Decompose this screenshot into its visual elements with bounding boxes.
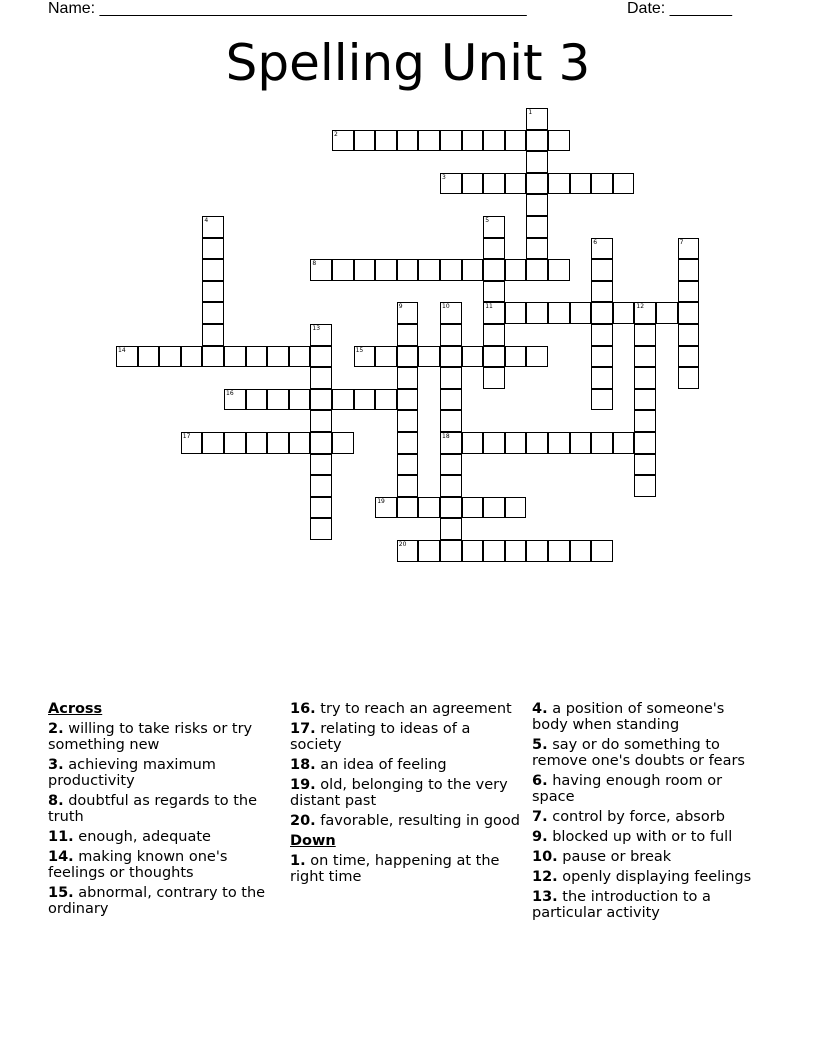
crossword-cell[interactable] (613, 173, 635, 195)
page-title: Spelling Unit 3 (225, 34, 591, 92)
crossword-cell[interactable] (116, 346, 138, 368)
crossword-cell[interactable] (202, 238, 224, 260)
clue-item (48, 885, 276, 917)
date-label: Date: (627, 0, 666, 17)
crossword-cell[interactable] (634, 389, 656, 411)
clue-number-label: 17. (290, 721, 316, 737)
crossword-cell[interactable] (634, 432, 656, 454)
crossword-cell[interactable] (397, 454, 419, 476)
crossword-cell[interactable] (440, 475, 462, 497)
crossword-cell[interactable] (634, 475, 656, 497)
clue-number: 20 (398, 541, 407, 548)
clue-number: 18 (442, 433, 450, 440)
clue-number-label: 20. (290, 813, 316, 829)
clue-number: 12 (636, 303, 645, 311)
crossword-cell[interactable] (289, 389, 311, 411)
clue-number: 6 (593, 238, 598, 246)
crossword-cell[interactable] (462, 346, 484, 368)
clue-item (48, 757, 276, 789)
clue-item (48, 829, 276, 845)
crossword-cell[interactable] (548, 432, 570, 454)
clue-text: a position of someone's body when standing (532, 701, 725, 733)
clue-number-label: 16. (290, 701, 316, 717)
crossword-cell[interactable] (526, 216, 548, 238)
crossword-cell[interactable] (462, 432, 484, 454)
crossword-cell[interactable] (613, 432, 635, 454)
clue-number: 2 (334, 130, 338, 138)
crossword-cell[interactable] (526, 173, 548, 195)
crossword-cell[interactable] (483, 130, 505, 152)
clue-text: relating to ideas of a society (290, 721, 471, 753)
clue-item (48, 793, 276, 825)
crossword-cell[interactable] (483, 173, 505, 195)
crossword-cell[interactable] (440, 410, 462, 432)
crossword-cell[interactable] (202, 432, 224, 454)
crossword-cell[interactable] (483, 259, 505, 281)
crossword-cell[interactable] (591, 259, 613, 281)
crossword-cell[interactable] (397, 475, 419, 497)
crossword-cell[interactable] (634, 367, 656, 389)
crossword-cell[interactable] (678, 324, 700, 346)
clue-text: favorable, resulting in good (315, 813, 520, 829)
crossword-cell[interactable] (440, 432, 462, 454)
clue-number: 5 (485, 217, 490, 224)
clue-number: 3 (442, 173, 446, 181)
crossword-cell[interactable] (526, 194, 548, 216)
crossword-cell[interactable] (440, 540, 462, 562)
crossword-cell[interactable] (570, 540, 592, 562)
clue-number: 11 (485, 303, 493, 311)
crossword-cell[interactable] (310, 389, 332, 411)
clue-number: 9 (398, 303, 403, 311)
clue-item (290, 757, 522, 773)
crossword-cell[interactable] (418, 346, 440, 368)
clue-number-label: 19. (290, 777, 316, 793)
clue-number: 13 (312, 325, 321, 332)
crossword-cell[interactable] (138, 346, 160, 368)
crossword-cell[interactable] (678, 346, 700, 368)
crossword-cell[interactable] (310, 324, 332, 346)
crossword-cell[interactable] (440, 518, 462, 540)
clue-text: blocked up with or to full (547, 829, 733, 845)
crossword-cell[interactable] (310, 410, 332, 432)
crossword-cell[interactable] (570, 432, 592, 454)
clues-column-2 (290, 701, 522, 889)
clue-text: on time, happening at the right time (290, 853, 500, 885)
clue-item (290, 701, 522, 717)
crossword-cell[interactable] (267, 346, 289, 368)
clue-item (290, 813, 522, 829)
crossword-cell[interactable] (440, 454, 462, 476)
crossword-cell[interactable] (375, 346, 397, 368)
clue-number-label: 7. (532, 809, 548, 825)
crossword-cell[interactable] (591, 367, 613, 389)
crossword-cell[interactable] (591, 324, 613, 346)
crossword-cell[interactable] (526, 346, 548, 368)
crossword-cell[interactable] (397, 130, 419, 152)
crossword-cell[interactable] (483, 216, 505, 238)
crossword-cell[interactable] (202, 302, 224, 324)
crossword-cell[interactable] (354, 259, 376, 281)
clues-column-1 (48, 701, 276, 921)
crossword-cell[interactable] (397, 432, 419, 454)
crossword-cell[interactable] (548, 302, 570, 324)
clue-number-label: 9. (532, 829, 548, 845)
crossword-cell[interactable] (462, 130, 484, 152)
crossword-cell[interactable] (483, 432, 505, 454)
crossword-cell[interactable] (591, 346, 613, 368)
clue-item (532, 809, 764, 825)
crossword-cell[interactable] (440, 259, 462, 281)
clue-number-label: 6. (532, 773, 548, 789)
crossword-cell[interactable] (354, 130, 376, 152)
clue-text: making known one's feelings or thoughts (48, 849, 228, 881)
crossword-cell[interactable] (440, 346, 462, 368)
crossword-cell[interactable] (526, 108, 548, 130)
clue-item (48, 849, 276, 881)
crossword-cell[interactable] (634, 302, 656, 324)
crossword-cell[interactable] (570, 302, 592, 324)
crossword-cell[interactable] (483, 302, 505, 324)
clue-number-label: 4. (532, 701, 548, 717)
crossword-cell[interactable] (397, 259, 419, 281)
down-clue-list (290, 853, 522, 885)
clue-number: 1 (528, 109, 533, 116)
crossword-cell[interactable] (483, 281, 505, 303)
crossword-cell[interactable] (526, 432, 548, 454)
crossword-cell[interactable] (289, 346, 311, 368)
crossword-cell[interactable] (526, 302, 548, 324)
crossword-cell[interactable] (224, 432, 246, 454)
date-line: _______ (669, 0, 732, 17)
crossword-cell[interactable] (375, 259, 397, 281)
crossword-cell[interactable] (548, 259, 570, 281)
clue-number-label: 3. (48, 757, 64, 773)
crossword-cell[interactable] (656, 302, 678, 324)
crossword-cell[interactable] (440, 130, 462, 152)
crossword-cell[interactable] (418, 130, 440, 152)
crossword-cell[interactable] (181, 346, 203, 368)
crossword-cell[interactable] (289, 432, 311, 454)
crossword-cell[interactable] (246, 346, 268, 368)
crossword-cell[interactable] (483, 540, 505, 562)
crossword-cell[interactable] (505, 130, 527, 152)
crossword-cell[interactable] (678, 259, 700, 281)
clue-number-label: 2. (48, 721, 64, 737)
clue-text: say or do something to remove one's doubts or fears (532, 737, 745, 769)
crossword-cell[interactable] (505, 259, 527, 281)
clue-number: 17 (182, 433, 191, 440)
crossword-cell[interactable] (591, 389, 613, 411)
crossword-cell[interactable] (548, 540, 570, 562)
crossword-cell[interactable] (483, 324, 505, 346)
crossword-cell[interactable] (505, 302, 527, 324)
crossword-cell[interactable] (332, 432, 354, 454)
crossword-cell[interactable] (202, 281, 224, 303)
clue-number: 14 (118, 346, 126, 354)
crossword-cell[interactable] (267, 432, 289, 454)
crossword-cell[interactable] (591, 302, 613, 324)
crossword-cell[interactable] (418, 259, 440, 281)
crossword-cell[interactable] (440, 367, 462, 389)
clue-number: 16 (226, 389, 234, 397)
crossword-cell[interactable] (202, 346, 224, 368)
crossword-cell[interactable] (548, 173, 570, 195)
crossword-cell[interactable] (505, 173, 527, 195)
crossword-cell[interactable] (310, 497, 332, 519)
crossword-cell[interactable] (678, 238, 700, 260)
crossword-cell[interactable] (375, 389, 397, 411)
crossword-cell[interactable] (591, 238, 613, 260)
clue-number-label: 12. (532, 869, 558, 885)
name-line: ________________________________________________ (99, 0, 527, 17)
crossword-cell[interactable] (678, 302, 700, 324)
crossword-cell[interactable] (462, 540, 484, 562)
crossword-cell[interactable] (397, 367, 419, 389)
clue-number: 19 (377, 497, 385, 505)
crossword-cell[interactable] (505, 432, 527, 454)
crossword-cell[interactable] (267, 389, 289, 411)
crossword-cell[interactable] (526, 151, 548, 173)
crossword-cell[interactable] (591, 281, 613, 303)
clue-text: an idea of feeling (315, 757, 447, 773)
clue-text: control by force, absorb (547, 809, 725, 825)
clue-item (290, 777, 522, 809)
crossword-cell[interactable] (397, 497, 419, 519)
crossword-cell[interactable] (159, 346, 181, 368)
crossword-cell[interactable] (634, 346, 656, 368)
crossword-cell[interactable] (397, 540, 419, 562)
clue-number: 10 (442, 303, 450, 311)
crossword-cell[interactable] (375, 497, 397, 519)
clue-text: willing to take risks or try something new (48, 721, 253, 753)
crossword-cell[interactable] (526, 540, 548, 562)
crossword-cell[interactable] (224, 346, 246, 368)
crossword-cell[interactable] (310, 475, 332, 497)
crossword-cell[interactable] (440, 302, 462, 324)
clue-text: old, belonging to the very distant past (290, 777, 508, 809)
clue-number-label: 5. (532, 737, 548, 753)
crossword-cell[interactable] (397, 302, 419, 324)
clue-number-label: 15. (48, 885, 74, 901)
crossword-cell[interactable] (483, 497, 505, 519)
crossword-cell[interactable] (462, 173, 484, 195)
crossword-cell[interactable] (505, 346, 527, 368)
crossword-cell[interactable] (202, 259, 224, 281)
crossword-cell[interactable] (548, 130, 570, 152)
crossword-cell[interactable] (526, 238, 548, 260)
clue-number-label: 10. (532, 849, 558, 865)
crossword-cell[interactable] (246, 389, 268, 411)
clue-text: having enough room or space (532, 773, 723, 805)
clue-number: 8 (312, 260, 317, 268)
clue-number: 4 (204, 217, 209, 224)
crossword-cell[interactable] (310, 259, 332, 281)
crossword-cell[interactable] (440, 497, 462, 519)
crossword-cell[interactable] (505, 497, 527, 519)
clue-item (290, 721, 522, 753)
clue-item (532, 829, 764, 845)
clue-item (532, 701, 764, 733)
crossword-cell[interactable] (570, 173, 592, 195)
clue-number-label: 11. (48, 829, 74, 845)
crossword-cell[interactable] (397, 346, 419, 368)
crossword-cell[interactable] (246, 432, 268, 454)
crossword-cell[interactable] (397, 389, 419, 411)
clue-number-label: 13. (532, 889, 558, 905)
crossword-cell[interactable] (332, 389, 354, 411)
clue-text: achieving maximum productivity (48, 757, 216, 789)
crossword-cell[interactable] (634, 324, 656, 346)
crossword-cell[interactable] (418, 497, 440, 519)
clue-text: abnormal, contrary to the ordinary (48, 885, 266, 917)
crossword-cell[interactable] (440, 324, 462, 346)
crossword-cell[interactable] (310, 518, 332, 540)
crossword-cell[interactable] (332, 130, 354, 152)
crossword-cell[interactable] (310, 367, 332, 389)
crossword-cell[interactable] (526, 259, 548, 281)
crossword-cell[interactable] (375, 130, 397, 152)
clue-text: pause or break (557, 849, 672, 865)
crossword-cell[interactable] (310, 454, 332, 476)
clue-item (290, 853, 522, 885)
clue-text: enough, adequate (73, 829, 211, 845)
clue-text: openly displaying feelings (557, 869, 752, 885)
clue-item (532, 869, 764, 885)
across-heading: Across (48, 701, 103, 717)
crossword-cell[interactable] (462, 497, 484, 519)
crossword-cell[interactable] (505, 540, 527, 562)
crossword-cell[interactable] (181, 432, 203, 454)
down-heading: Down (290, 833, 336, 849)
crossword-cell[interactable] (634, 454, 656, 476)
clue-text: the introduction to a particular activity (532, 889, 711, 921)
clue-number-label: 14. (48, 849, 74, 865)
crossword-cell[interactable] (397, 324, 419, 346)
clue-text: try to reach an agreement (315, 701, 512, 717)
clue-item (532, 849, 764, 865)
crossword-cell[interactable] (332, 259, 354, 281)
name-label: Name: (48, 0, 96, 17)
crossword-cell[interactable] (354, 346, 376, 368)
crossword-cell[interactable] (678, 281, 700, 303)
across-clue-list-continued (290, 701, 522, 829)
clue-text: doubtful as regards to the truth (48, 793, 258, 825)
clue-number-label: 1. (290, 853, 306, 869)
clue-item (532, 889, 764, 921)
crossword-cell[interactable] (418, 540, 440, 562)
crossword-cell[interactable] (591, 432, 613, 454)
crossword-cell[interactable] (224, 389, 246, 411)
down-clue-list-continued (532, 701, 764, 921)
crossword-cell[interactable] (462, 259, 484, 281)
across-clue-list (48, 721, 276, 917)
crossword-cell[interactable] (634, 410, 656, 432)
crossword-cell[interactable] (678, 367, 700, 389)
clue-item (532, 737, 764, 769)
clue-number-label: 8. (48, 793, 64, 809)
clue-number: 7 (679, 238, 684, 246)
clue-number: 15 (355, 346, 364, 354)
crossword-cell[interactable] (526, 130, 548, 152)
crossword-cell[interactable] (397, 410, 419, 432)
crossword-cell[interactable] (483, 238, 505, 260)
clue-item (532, 773, 764, 805)
crossword-cell[interactable] (440, 173, 462, 195)
clue-number-label: 18. (290, 757, 316, 773)
crossword-cell[interactable] (613, 302, 635, 324)
crossword-cell[interactable] (202, 216, 224, 238)
clues-column-3 (532, 701, 764, 925)
crossword-cell[interactable] (354, 389, 376, 411)
crossword-cell[interactable] (591, 540, 613, 562)
clue-item (48, 721, 276, 753)
crossword-cell[interactable] (202, 324, 224, 346)
crossword-cell[interactable] (310, 346, 332, 368)
crossword-cell[interactable] (591, 173, 613, 195)
crossword-cell[interactable] (483, 346, 505, 368)
crossword-cell[interactable] (483, 367, 505, 389)
crossword-cell[interactable] (440, 389, 462, 411)
crossword-cell[interactable] (310, 432, 332, 454)
